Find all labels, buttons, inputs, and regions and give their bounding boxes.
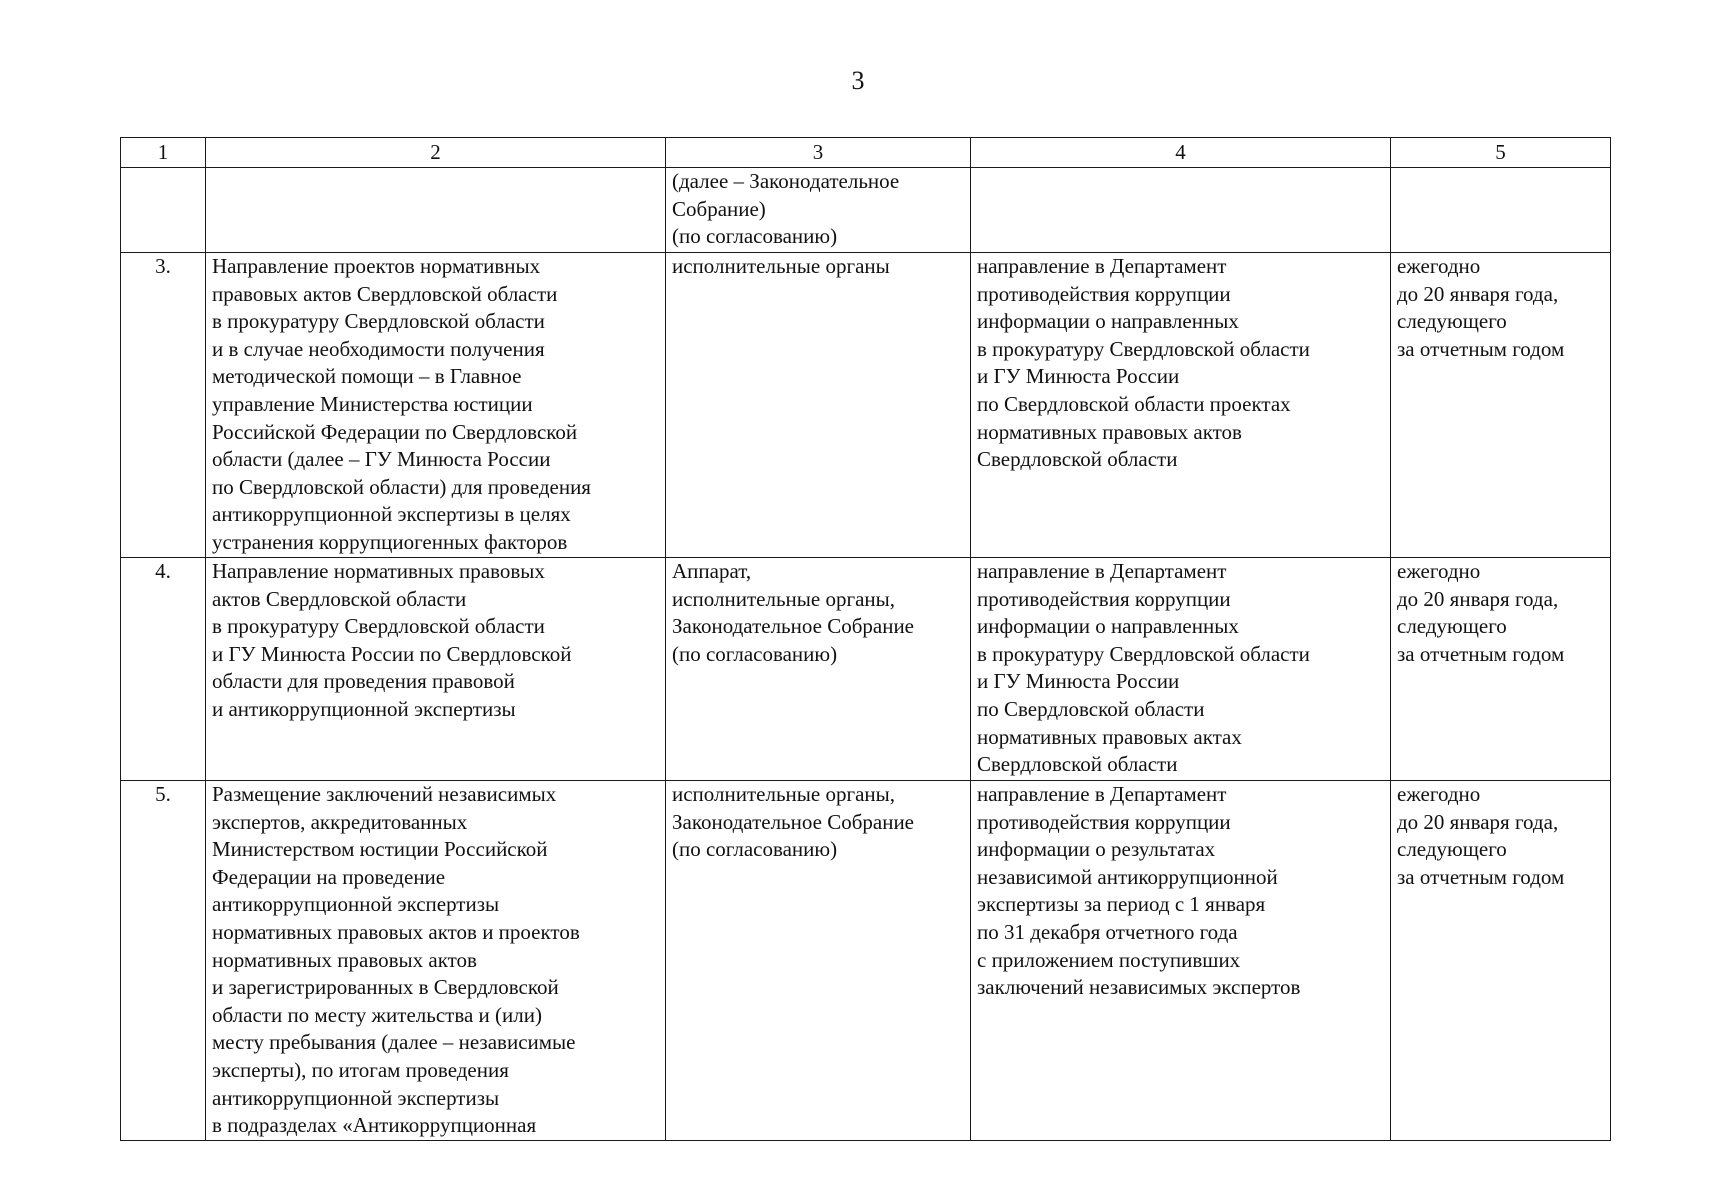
deadline-cell: ежегодно до 20 января года, следующего за отчетным годом (1391, 781, 1611, 1141)
deadline-cell: ежегодно до 20 января года, следующего за отчетным годом (1391, 253, 1611, 558)
executor-cell: (далее – Законодательное Собрание) (по согласованию) (666, 168, 971, 253)
table-row (121, 168, 1611, 253)
executor-cell: Аппарат, исполнительные органы, Законодательное Собрание (по согласованию) (666, 558, 971, 781)
column-header-deadline: 5 (1391, 138, 1611, 168)
row-number-cell (121, 168, 206, 253)
report-cell: направление в Департамент противодействия коррупции информации о результатах независимой антикоррупционной экспертизы за период с 1 января по 31 декабря отчетного года с приложением поступивших заключений независимых экспертов (971, 781, 1391, 1141)
measure-cell: Размещение заключений независимых экспертов, аккредитованных Министерством юстиции Российской Федерации на проведение антикоррупционной экспертизы нормативных правовых актов и проектов нормативных правовых актов и зарегистрированных в Свердловской области по месту жительства и (или) месту пребывания (далее – независимые эксперты), по итогам проведения антикоррупционной экспертизы в подразделах «Антикоррупционная (206, 781, 666, 1141)
executor-cell: исполнительные органы, Законодательное Собрание (по согласованию) (666, 781, 971, 1141)
measure-cell: Направление проектов нормативных правовых актов Свердловской области в прокуратуру Свердловской области и в случае необходимости получения методической помощи – в Главное управление Министерства юстиции Российской Федерации по Свердловской области (далее – ГУ Минюста России по Свердловской области) для проведения антикоррупционной экспертизы в целях устранения коррупциогенных факторов (206, 253, 666, 558)
report-cell: направление в Департамент противодействия коррупции информации о направленных в прокуратуру Свердловской области и ГУ Минюста России по Свердловской области нормативных правовых актах Свердловской области (971, 558, 1391, 781)
deadline-cell: ежегодно до 20 января года, следующего за отчетным годом (1391, 558, 1611, 781)
column-header-number: 1 (121, 138, 206, 168)
column-header-executor: 3 (666, 138, 971, 168)
table-header-row (121, 138, 1611, 168)
page-number: 3 (851, 66, 865, 95)
table-row (121, 558, 1611, 781)
measure-cell (206, 168, 666, 253)
executor-cell: исполнительные органы (666, 253, 971, 558)
column-header-report: 4 (971, 138, 1391, 168)
measures-table (120, 137, 1611, 1141)
column-header-measure: 2 (206, 138, 666, 168)
report-cell: направление в Департамент противодействия коррупции информации о направленных в прокуратуру Свердловской области и ГУ Минюста России по Свердловской области проектах нормативных правовых актов Свердловской области (971, 253, 1391, 558)
deadline-cell (1391, 168, 1611, 253)
row-number-cell: 5. (121, 781, 206, 1141)
row-number-cell: 4. (121, 558, 206, 781)
table-row (121, 253, 1611, 558)
table-row (121, 781, 1611, 1141)
row-number-cell: 3. (121, 253, 206, 558)
report-cell (971, 168, 1391, 253)
measure-cell: Направление нормативных правовых актов Свердловской области в прокуратуру Свердловской области и ГУ Минюста России по Свердловской области для проведения правовой и антикоррупционной экспертизы (206, 558, 666, 781)
